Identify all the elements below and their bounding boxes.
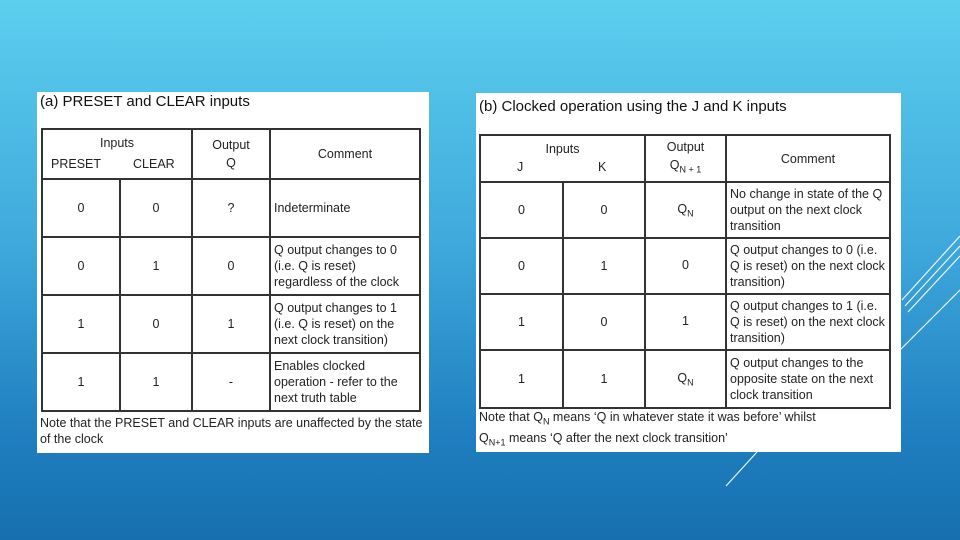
panel-a-title: (a) PRESET and CLEAR inputs xyxy=(40,93,250,110)
comment-header: Comment xyxy=(270,129,420,179)
k-value: 1 xyxy=(563,350,645,408)
note-subscript: N+1 xyxy=(488,437,506,447)
table-row xyxy=(480,182,890,238)
note-text: means ‘Q in whatever state it was before’ whilst xyxy=(549,410,816,424)
clear-value: 1 xyxy=(120,353,192,411)
comment-text: Indeterminate xyxy=(270,179,420,237)
note-subscript: N xyxy=(542,416,550,427)
output-qn1-label xyxy=(646,156,725,179)
q-symbol: Q xyxy=(677,201,688,216)
preset-value: 1 xyxy=(42,295,120,353)
comment-text: Q output changes to 0 (i.e. Q is reset) on the next clock transition) xyxy=(726,238,890,294)
inputs-header xyxy=(42,129,192,179)
q-value: 0 xyxy=(192,237,270,295)
clear-value: 0 xyxy=(120,295,192,353)
clear-value: 0 xyxy=(120,179,192,237)
q-symbol: 0 xyxy=(682,257,689,272)
inputs-label: Inputs xyxy=(99,136,135,150)
comment-text: Q output changes to the opposite state on the next clock transition xyxy=(726,350,890,408)
j-label: J xyxy=(517,160,524,174)
k-label: K xyxy=(598,160,607,174)
output-header xyxy=(645,135,726,182)
table-header-row xyxy=(42,129,420,179)
q-symbol: Q xyxy=(677,370,688,385)
table-row xyxy=(42,237,420,295)
qn1-value xyxy=(645,238,726,294)
j-value: 0 xyxy=(480,238,563,294)
q-symbol: 1 xyxy=(682,313,689,328)
table-row xyxy=(42,295,420,353)
table-row xyxy=(480,238,890,294)
qn1-value xyxy=(645,350,726,408)
k-value: 0 xyxy=(563,182,645,238)
k-value: 1 xyxy=(563,238,645,294)
note-text: Q xyxy=(479,430,489,445)
q-value: 1 xyxy=(192,295,270,353)
note-line-2 xyxy=(479,430,897,451)
output-label: Output xyxy=(666,140,705,155)
qn1-value xyxy=(645,182,726,238)
output-label: Output xyxy=(212,138,250,152)
panel-a-note: Note that the PRESET and CLEAR inputs are unaffected by the state of the clock xyxy=(40,416,423,446)
preset-value: 0 xyxy=(42,237,120,295)
q-symbol: Q xyxy=(669,158,680,173)
inputs-label: Inputs xyxy=(545,142,580,156)
preset-value: 0 xyxy=(42,179,120,237)
jk-truth-table xyxy=(479,134,891,409)
comment-text: No change in state of the Q output on the next clock transition xyxy=(726,182,890,238)
q-value: ? xyxy=(192,179,270,237)
q-value: - xyxy=(192,353,270,411)
comment-header: Comment xyxy=(726,135,890,182)
preset-label: PRESET xyxy=(51,157,102,171)
note-text: means ‘Q after the next clock transition’ xyxy=(505,430,728,445)
clear-value: 1 xyxy=(120,237,192,295)
note-text: Note that Q xyxy=(479,410,543,424)
comment-text: Enables clocked operation - refer to the next truth table xyxy=(270,353,420,411)
panel-b-note xyxy=(479,409,897,450)
k-value: 0 xyxy=(563,294,645,350)
table-row xyxy=(42,353,420,411)
note-line-1 xyxy=(479,409,897,430)
preset-clear-panel xyxy=(37,92,429,453)
panel-b-title: (b) Clocked operation using the J and K inputs xyxy=(479,98,787,115)
inputs-header xyxy=(480,135,645,182)
n-subscript: N xyxy=(687,208,694,219)
n-plus-1-subscript: N + 1 xyxy=(679,164,702,175)
j-value: 1 xyxy=(480,294,563,350)
preset-clear-truth-table xyxy=(41,128,421,412)
table-row xyxy=(480,350,890,408)
comment-text: Q output changes to 1 (i.e. Q is reset) on the next clock transition) xyxy=(270,295,420,353)
table-row xyxy=(42,179,420,237)
comment-text: Q output changes to 1 (i.e. Q is reset) on the next clock transition) xyxy=(726,294,890,350)
n-subscript: N xyxy=(687,377,694,388)
j-value: 1 xyxy=(480,350,563,408)
jk-clocked-panel xyxy=(476,93,901,452)
qn1-value xyxy=(645,294,726,350)
clear-label: CLEAR xyxy=(133,157,175,171)
output-q-label: Q xyxy=(226,156,236,170)
comment-text: Q output changes to 0 (i.e. Q is reset) regardless of the clock xyxy=(270,237,420,295)
j-value: 0 xyxy=(480,182,563,238)
table-row xyxy=(480,294,890,350)
table-header-row xyxy=(480,135,890,182)
preset-value: 1 xyxy=(42,353,120,411)
output-header xyxy=(192,129,270,179)
